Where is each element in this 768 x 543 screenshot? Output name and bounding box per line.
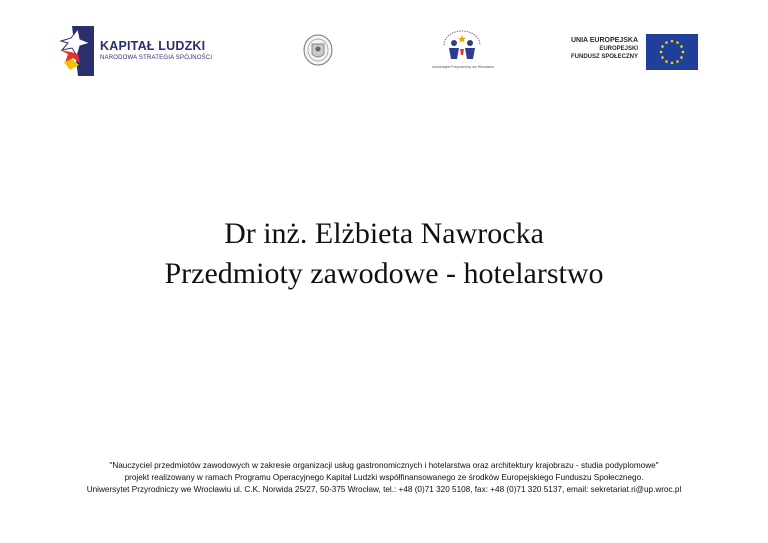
kapital-ludzki-subtitle: NARODOWA STRATEGIA SPÓJNOŚCI xyxy=(100,55,213,61)
kapital-ludzki-title: KAPITAŁ LUDZKI xyxy=(100,39,206,53)
footer-contact: Uniwersytet Przyrodniczy we Wrocławiu ul. C.K. Norwida 25/27, 50-375 Wrocław, tel.: +48 (0)71 320 5108, fax: +48 (0)71 320 5137, email: sekretariat.ri@up.wroc.pl xyxy=(86,485,682,494)
eu-text xyxy=(563,36,638,61)
footer-project-title: "Nauczyciel przedmiotów zawodowych w zakresie organizacji usług gastronomicznych i hotelarstwa oraz architektury krajobrazu - studia podyplomowe" xyxy=(109,461,659,470)
children-figures-icon xyxy=(432,29,492,65)
footer-funding-note: projekt realizowany w ramach Programu Operacyjnego Kapitał Ludzki współfinansowanego ze środków Europejskiego Funduszu Społecznego. xyxy=(124,473,644,482)
eu-logo xyxy=(563,32,705,72)
kapital-ludzki-logo xyxy=(58,26,228,76)
eu-line-union: UNIA EUROPEJSKA xyxy=(570,37,638,44)
children-logo-caption: Uniwersytet Przyrodniczy we Wrocławiu xyxy=(432,65,494,69)
eu-line-fund: FUNDUSZ SPOŁECZNY xyxy=(570,54,638,60)
eu-line-european: EUROPEJSKI xyxy=(599,46,638,52)
eu-flag-icon xyxy=(646,34,698,70)
subject-title: Przedmioty zawodowe - hotelarstwo xyxy=(164,257,604,290)
title-block xyxy=(0,214,768,294)
university-seal-icon xyxy=(303,34,333,66)
logo-bar xyxy=(0,0,768,90)
kapital-ludzki-star-icon xyxy=(58,26,96,76)
footer xyxy=(0,460,768,496)
lecturer-name: Dr inż. Elżbieta Nawrocka xyxy=(224,217,544,250)
children-logo xyxy=(432,29,492,75)
